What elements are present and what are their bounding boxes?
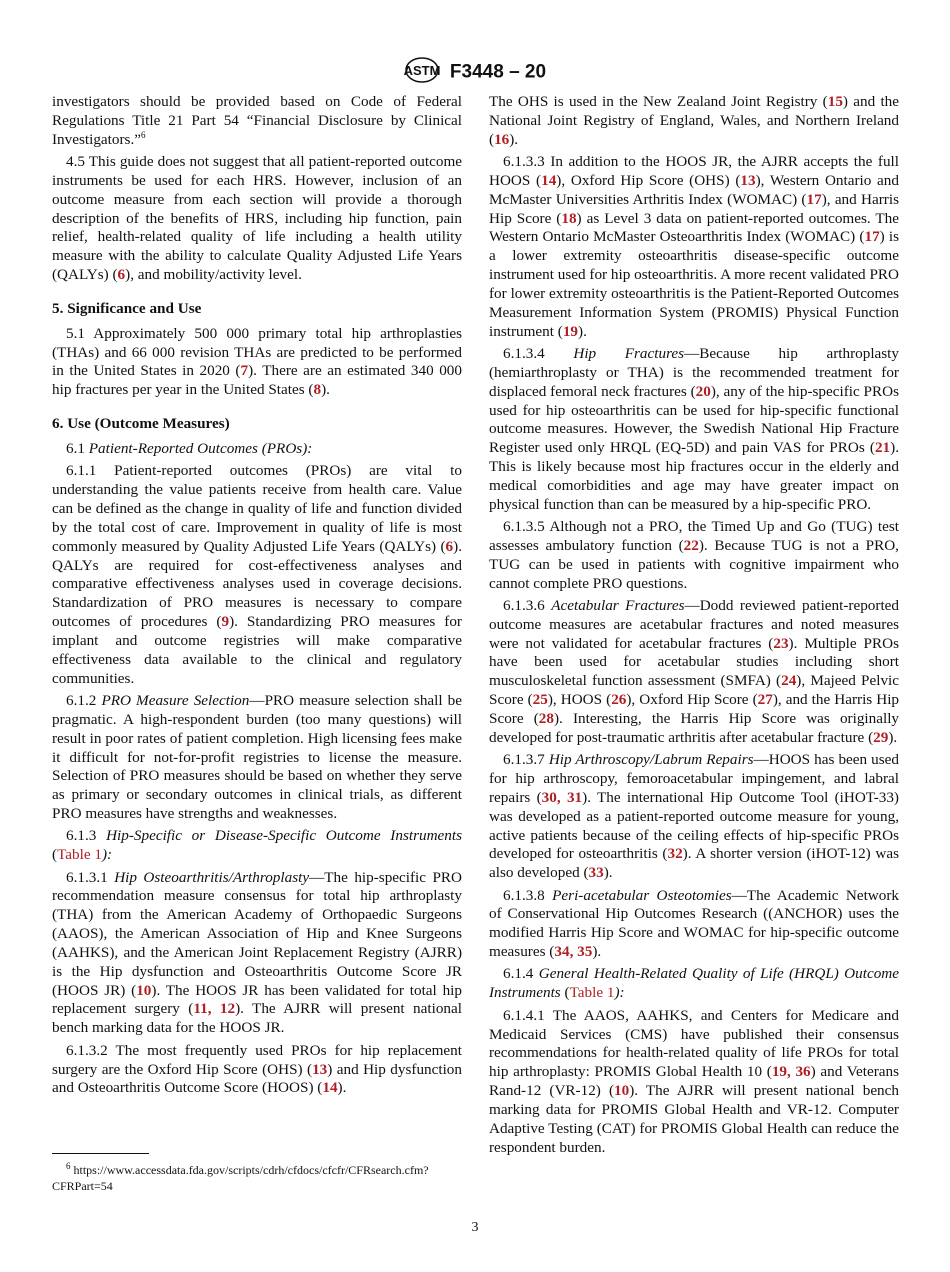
paragraph bbox=[52, 869, 462, 1039]
reference-link[interactable]: 14 bbox=[322, 1079, 338, 1097]
reference-link[interactable]: 10 bbox=[136, 981, 152, 999]
text-run: ). The AJRR will present national bench marking data for the HOOS JR. bbox=[52, 1000, 462, 1037]
reference-link[interactable]: 32 bbox=[667, 845, 683, 863]
text-run: 6.1.3.7 bbox=[503, 751, 549, 769]
left-column bbox=[52, 93, 462, 1102]
page-number: 3 bbox=[471, 1220, 479, 1235]
paragraph bbox=[52, 827, 462, 865]
text-run: 6.1.4 bbox=[503, 965, 539, 983]
paragraph bbox=[52, 692, 462, 824]
reference-link[interactable]: 28 bbox=[538, 710, 554, 727]
text-run: Hip Osteoarthritis/Arthroplasty bbox=[114, 868, 310, 886]
text-run: —Dodd reviewed patient-reported outcome measures are acetabular fractures and noted measures were not validated for acetabular fractures ( bbox=[489, 596, 900, 652]
text-run: Hip Fractures bbox=[573, 344, 685, 362]
text-run: 6.1.3.3 In addition to the HOOS JR, the AJRR accepts the full HOOS ( bbox=[489, 153, 899, 189]
text-run: ( bbox=[52, 846, 58, 864]
text-run: ). bbox=[603, 864, 613, 882]
text-run: ). bbox=[592, 943, 602, 961]
text-run: Peri-acetabular Osteotomies bbox=[552, 886, 732, 904]
paragraph bbox=[489, 153, 899, 341]
text-run: ). bbox=[578, 322, 587, 340]
text-run: ). A shorter version (iHOT-12) was also developed ( bbox=[489, 845, 900, 882]
text-run: ). bbox=[888, 728, 898, 746]
reference-link[interactable]: 20 bbox=[695, 382, 711, 400]
text-run: ), HOOS ( bbox=[547, 691, 612, 709]
table-link[interactable]: Table 1 bbox=[57, 846, 102, 864]
text-run: ), Western Ontario and McMaster Universities Arthritis Index (WOMAC) ( bbox=[489, 171, 899, 208]
paragraph bbox=[52, 440, 462, 459]
reference-link[interactable]: 17 bbox=[806, 190, 822, 208]
text-run: ), any of the hip-specific PROs used for hip osteoarthritis can be used for hip-specific functional outcome measures. However, the Swedish National Hip Fracture Register used only HRQL (EQ-5D) and pain VAS for PROs ( bbox=[489, 382, 899, 457]
reference-link[interactable]: 21 bbox=[874, 439, 891, 457]
paragraph bbox=[52, 1042, 462, 1099]
text-run: 6.1.3.2 The most frequently used PROs for hip replacement surgery are the Oxford Hip Score (OHS) ( bbox=[52, 1041, 462, 1078]
text-run: 6.1.3.6 bbox=[503, 596, 552, 614]
text-run: investigators should be provided based on Code of Federal Regulations Title 21 Part 54 “Financial Disclosure by Clinical Investigators.” bbox=[52, 93, 462, 148]
text-run: ). bbox=[321, 381, 330, 399]
reference-link[interactable]: 23 bbox=[773, 634, 789, 652]
reference-link[interactable]: 30, 31 bbox=[541, 788, 583, 806]
paragraph bbox=[52, 325, 462, 400]
text-run: ). bbox=[509, 130, 519, 148]
text-run: ), Oxford Hip Score (OHS) ( bbox=[556, 171, 741, 189]
right-column bbox=[489, 93, 899, 1161]
text-run: 6.1.2 bbox=[66, 691, 102, 709]
text-run: ), and the Harris Hip Score ( bbox=[489, 691, 900, 727]
reference-link[interactable]: 9 bbox=[221, 613, 230, 631]
text-run: ). This is likely because most hip fractures occur in the elderly and medical comorbidities and age may have greater impact on physical function than can be measured by a hip-specific PRO. bbox=[489, 439, 899, 513]
text-run: ). The AJRR will present national bench marking data for PROMIS Global Health and VR-12. Computer Adaptive Testing (CAT) for PROMIS Global Health can reduce the respondent burden. bbox=[489, 1082, 899, 1156]
text-run: 4.5 This guide does not suggest that all patient-reported outcome instruments be used for each HRS. However, inclusion of an outcome measure from each section will provide a thorough description of the benefits of HRS, including hip function, pain relief, health-related quality of life including a health utility measure with the ability to calculate Quality Adjusted Life Years (QALYs) ( bbox=[52, 153, 462, 284]
reference-link[interactable]: 7 bbox=[240, 362, 249, 380]
standard-designation: F3448 – 20 bbox=[449, 61, 547, 83]
text-run: ). Because TUG is not a PRO, TUG can be used in patients with cognitive impairment who cannot complete PRO questions. bbox=[489, 536, 899, 592]
paragraph bbox=[489, 965, 899, 1003]
table-link[interactable]: Table 1 bbox=[569, 984, 615, 1002]
text-run: 6.1.3.4 bbox=[503, 344, 574, 362]
reference-link[interactable]: 13 bbox=[740, 171, 756, 189]
svg-text:ASTM: ASTM bbox=[403, 63, 440, 78]
text-run: ). The international Hip Outcome Tool (iHOT-33) was developed as a patient-reported outcome measure for young, active patients because of the ceiling effects of hip-specific PROs developed for osteoarthritis ( bbox=[489, 788, 899, 863]
reference-link[interactable]: 26 bbox=[611, 691, 627, 709]
reference-link[interactable]: 19 bbox=[562, 322, 579, 340]
text-run: Patient-Reported Outcomes (PROs): bbox=[88, 440, 313, 457]
reference-link[interactable]: 27 bbox=[757, 691, 773, 709]
text-run: 6.1.3.1 bbox=[66, 868, 115, 886]
text-run: Acetabular Fractures bbox=[551, 596, 685, 614]
paragraph bbox=[489, 1007, 899, 1158]
footnote bbox=[52, 1163, 462, 1194]
text-run: 6.1.3 bbox=[66, 827, 107, 845]
text-run: ). Standardizing PRO measures for implant and outcome registries will make comparative effectiveness data available to the clinical and regulatory communities. bbox=[52, 613, 462, 687]
paragraph bbox=[52, 93, 462, 150]
reference-link[interactable]: 10 bbox=[614, 1082, 630, 1100]
text-run: PRO Measure Selection bbox=[101, 691, 250, 709]
paragraph bbox=[489, 518, 899, 593]
section-heading bbox=[52, 300, 462, 319]
reference-link[interactable]: 15 bbox=[827, 93, 843, 110]
reference-link[interactable]: 25 bbox=[532, 691, 548, 709]
text-run: ), and mobility/activity level. bbox=[125, 266, 302, 284]
reference-link[interactable]: 13 bbox=[312, 1060, 328, 1078]
footnote-mark: 6 bbox=[141, 129, 146, 140]
text-run: —HOOS has been used for hip arthroscopy, femoroacetabular impingement, and labral repairs ( bbox=[489, 751, 900, 806]
text-run: ) as Level 3 data on patient-reported outcomes. The Western Ontario McMaster Osteoarthritis Index (WOMAC) ( bbox=[489, 209, 899, 246]
text-run: ). Multiple PROs have been used for acetabular studies including short musculoskeletal function assessment (SMFA) ( bbox=[489, 634, 899, 690]
paragraph bbox=[489, 597, 899, 748]
text-run: 6.1.3.8 bbox=[503, 886, 553, 904]
text-run: 5.1 Approximately 500 000 primary total hip arthroplasties (THAs) and 66 000 revision THAs are predicted to be performed in the United States in 2020 ( bbox=[52, 324, 462, 380]
text-run: ). Interesting, the Harris Hip Score was originally developed for post-traumatic arthritis after acetabular fracture ( bbox=[489, 710, 900, 746]
reference-link[interactable]: 19, 36 bbox=[771, 1063, 811, 1081]
text-run: 6.1.4.1 The AAOS, AAHKS, and Centers for Medicare and Medicaid Services (CMS) have published their consensus recommendations for health-related quality of life PROs for total hip arthroplasty: PROMIS Global Health 10 ( bbox=[489, 1006, 899, 1081]
footnote-divider bbox=[52, 1153, 149, 1154]
text-run: —PRO measure selection shall be pragmatic. A high-respondent burden (too many questions) will result in poor rates of patient completion. High licensing fees make it difficult for not-for-profit registries to license the measure. Selection of PRO measures should be based on whether they serve as primary or secondary outcomes in clinical trials, as different PRO measures have strengths and weaknesses. bbox=[52, 691, 463, 823]
text-run: 6.1 bbox=[66, 440, 89, 457]
paragraph bbox=[489, 751, 899, 883]
text-run: —The hip-specific PRO recommendation measure consensus for total hip arthroplasty (THA) from the American Academy of Orthopaedic Surgeons (AAOS), the American Association of Hip and Knee Surgeons (AAHKS), and the American Joint Replacement Registry (AJRR) is the Hip dysfunction and Osteoarthritis Outcome Score JR (HOOS JR) ( bbox=[52, 868, 462, 999]
reference-link[interactable]: 11, 12 bbox=[193, 1000, 236, 1018]
reference-link[interactable]: 8 bbox=[313, 381, 322, 399]
text-run: The OHS is used in the New Zealand Joint Registry ( bbox=[489, 93, 828, 110]
text-run: ). bbox=[337, 1079, 347, 1097]
page-header bbox=[0, 56, 950, 89]
footnote-mark: 6 bbox=[66, 1161, 71, 1171]
reference-link[interactable]: 14 bbox=[541, 171, 557, 189]
text-run: —The Academic Network of Conservational Hip Outcomes Research ((ANCHOR) uses the modified Harris Hip Score and WOMAC for hip-specific outcome measures ( bbox=[489, 886, 900, 961]
astm-logo-icon bbox=[404, 56, 440, 89]
reference-link[interactable]: 22 bbox=[683, 536, 699, 554]
text-run: ). There are an estimated 340 000 hip fractures per year in the United States ( bbox=[52, 362, 462, 399]
reference-link[interactable]: 16 bbox=[494, 130, 510, 148]
paragraph bbox=[489, 345, 899, 515]
text-run: ( bbox=[560, 984, 570, 1002]
text-run: 5. Significance and Use bbox=[52, 299, 202, 317]
text-run: ) is a lower extremity osteoarthritis disease-specific outcome instrument used for hip osteoarthritis. A more recent validated PRO for lower extremity osteoarthritis is the Patient-Reported Outcomes Measurement Information System (PROMIS) Physical Function instrument ( bbox=[489, 228, 899, 340]
reference-link[interactable]: 29 bbox=[873, 728, 889, 746]
text-run: ) and Veterans Rand-12 (VR-12) ( bbox=[489, 1063, 899, 1100]
text-run: ) and the National Joint Registry of England, Wales, and Northern Ireland ( bbox=[489, 93, 899, 148]
text-run: ). The HOOS JR has been validated for total hip replacement surgery ( bbox=[52, 981, 462, 1018]
text-run: ). QALYs are required for cost-effectiveness analyses and comparative effectiveness analyses used in coverage decisions. Standardization of PRO measures is necessary to compare outcomes of procedures ( bbox=[52, 537, 462, 631]
text-run: 6. Use (Outcome Measures) bbox=[52, 415, 230, 433]
reference-link[interactable]: 17 bbox=[864, 228, 880, 246]
reference-link[interactable]: 6 bbox=[445, 537, 454, 555]
footnote-url: https://www.accessdata.fda.gov/scripts/cdrh/cfdocs/cfcfr/CFRsearch.cfm?CFRPart=54 bbox=[52, 1163, 429, 1193]
text-run: ), Majeed Pelvic Score ( bbox=[489, 672, 899, 709]
text-run: Hip Arthroscopy/Labrum Repairs bbox=[548, 751, 754, 769]
text-run: —Because hip arthroplasty (hemiarthroplasty or THA) is the recommended treatment for displaced femoral neck fractures ( bbox=[489, 344, 899, 400]
reference-link[interactable]: 6 bbox=[117, 266, 126, 284]
reference-link[interactable]: 24 bbox=[781, 672, 797, 690]
section-heading bbox=[52, 415, 462, 434]
text-run: ), Oxford Hip Score ( bbox=[626, 691, 758, 709]
reference-link[interactable]: 33 bbox=[588, 864, 604, 882]
text-run: ) and Hip dysfunction and Osteoarthritis Outcome Score (HOOS) ( bbox=[52, 1060, 462, 1097]
text-run: ), and Harris Hip Score ( bbox=[489, 190, 899, 227]
text-run: ): bbox=[614, 984, 625, 1002]
reference-link[interactable]: 18 bbox=[561, 209, 577, 227]
text-run: 6.1.1 Patient-reported outcomes (PROs) are vital to understanding the value patients receive from health care. Value can be defined as the change in quality of life and function divided by the total cost of care. Improvement in quality of life is most commonly measured by Quality Adjusted Life Years (QALYs) ( bbox=[52, 462, 462, 555]
text-run: 6.1.3.5 Although not a PRO, the Timed Up and Go (TUG) test assesses ambulatory function ( bbox=[489, 518, 899, 554]
paragraph bbox=[489, 887, 899, 962]
paragraph bbox=[52, 153, 462, 285]
text-run: General Health-Related Quality of Life (HRQL) Outcome Instruments bbox=[489, 965, 900, 1002]
text-run: Hip-Specific or Disease-Specific Outcome Instruments bbox=[106, 827, 463, 845]
reference-link[interactable]: 34, 35 bbox=[554, 943, 593, 961]
paragraph bbox=[52, 462, 462, 688]
text-run: ): bbox=[101, 846, 113, 864]
paragraph bbox=[489, 93, 899, 150]
